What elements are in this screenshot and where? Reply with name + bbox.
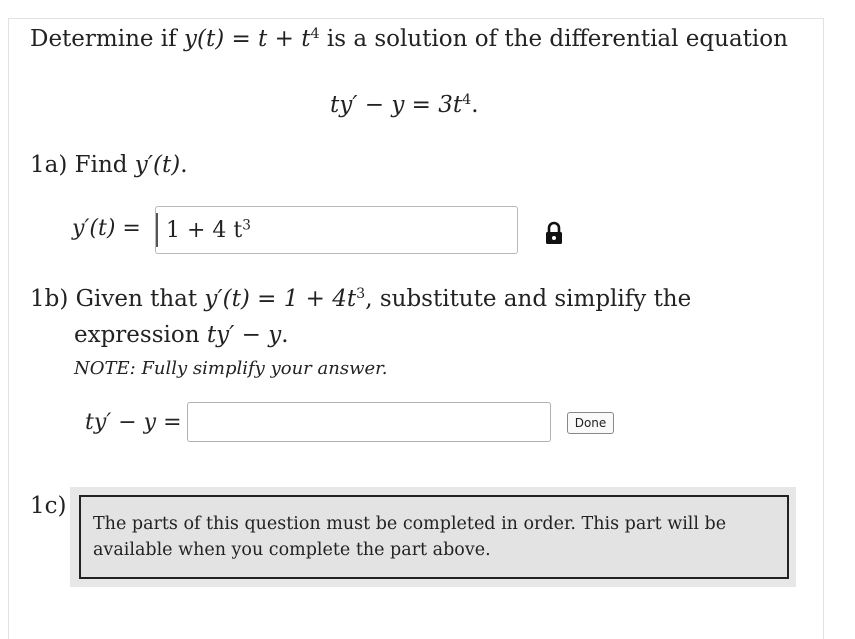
part-a-label-text: 1a) Find — [30, 152, 135, 178]
intro-exponent: 4 — [310, 26, 320, 43]
part-c-label: 1c) — [30, 493, 67, 519]
part-b-line2-end: . — [281, 322, 289, 348]
equation-lhs: ty′ − y = 3t — [330, 92, 463, 118]
equation-exponent: 4 — [462, 92, 472, 109]
part-a-answer-expression: 1 + 4 t — [166, 218, 243, 243]
part-b-answer-input[interactable] — [187, 402, 551, 442]
answer-cursor-bracket — [156, 213, 161, 247]
intro-suffix: is a solution of the differential equation — [319, 26, 788, 52]
part-b-label-math: y′(t) = 1 + 4t — [204, 286, 357, 312]
part-b-label-suffix: , substitute and simplify the — [365, 286, 692, 312]
part-b-line2-prefix: expression — [74, 322, 207, 348]
part-b-line2 — [74, 322, 289, 348]
done-button[interactable]: Done — [567, 412, 614, 434]
question-intro — [30, 26, 788, 52]
part-a-label-end: . — [180, 152, 188, 178]
part-c-locked-box — [79, 495, 789, 579]
lock-icon — [543, 221, 565, 245]
part-a-answer-exponent: 3 — [242, 217, 251, 234]
part-b-note: NOTE: Fully simplify your answer. — [74, 358, 388, 379]
part-c-locked-panel — [70, 487, 796, 587]
intro-prefix: Determine if — [30, 26, 184, 52]
part-c-locked-message: The parts of this question must be completed in order. This part will be available when you complete the part above. — [93, 514, 727, 560]
part-b-answer-label: ty′ − y = — [85, 410, 182, 435]
part-a-answer-value — [166, 218, 251, 243]
intro-function: y(t) = t + t — [183, 26, 311, 52]
part-b-label — [30, 286, 691, 312]
part-a-answer-field[interactable] — [155, 206, 518, 254]
part-b-label-exponent: 3 — [356, 286, 366, 303]
part-a-answer-label: y′(t) = — [72, 216, 141, 241]
part-b-line2-math: ty′ − y — [206, 322, 282, 348]
equation-end: . — [471, 92, 479, 118]
differential-equation — [330, 92, 479, 118]
part-a-label-math: y′(t) — [134, 152, 181, 178]
part-a-label — [30, 152, 188, 178]
part-b-label-prefix: 1b) Given that — [30, 286, 205, 312]
